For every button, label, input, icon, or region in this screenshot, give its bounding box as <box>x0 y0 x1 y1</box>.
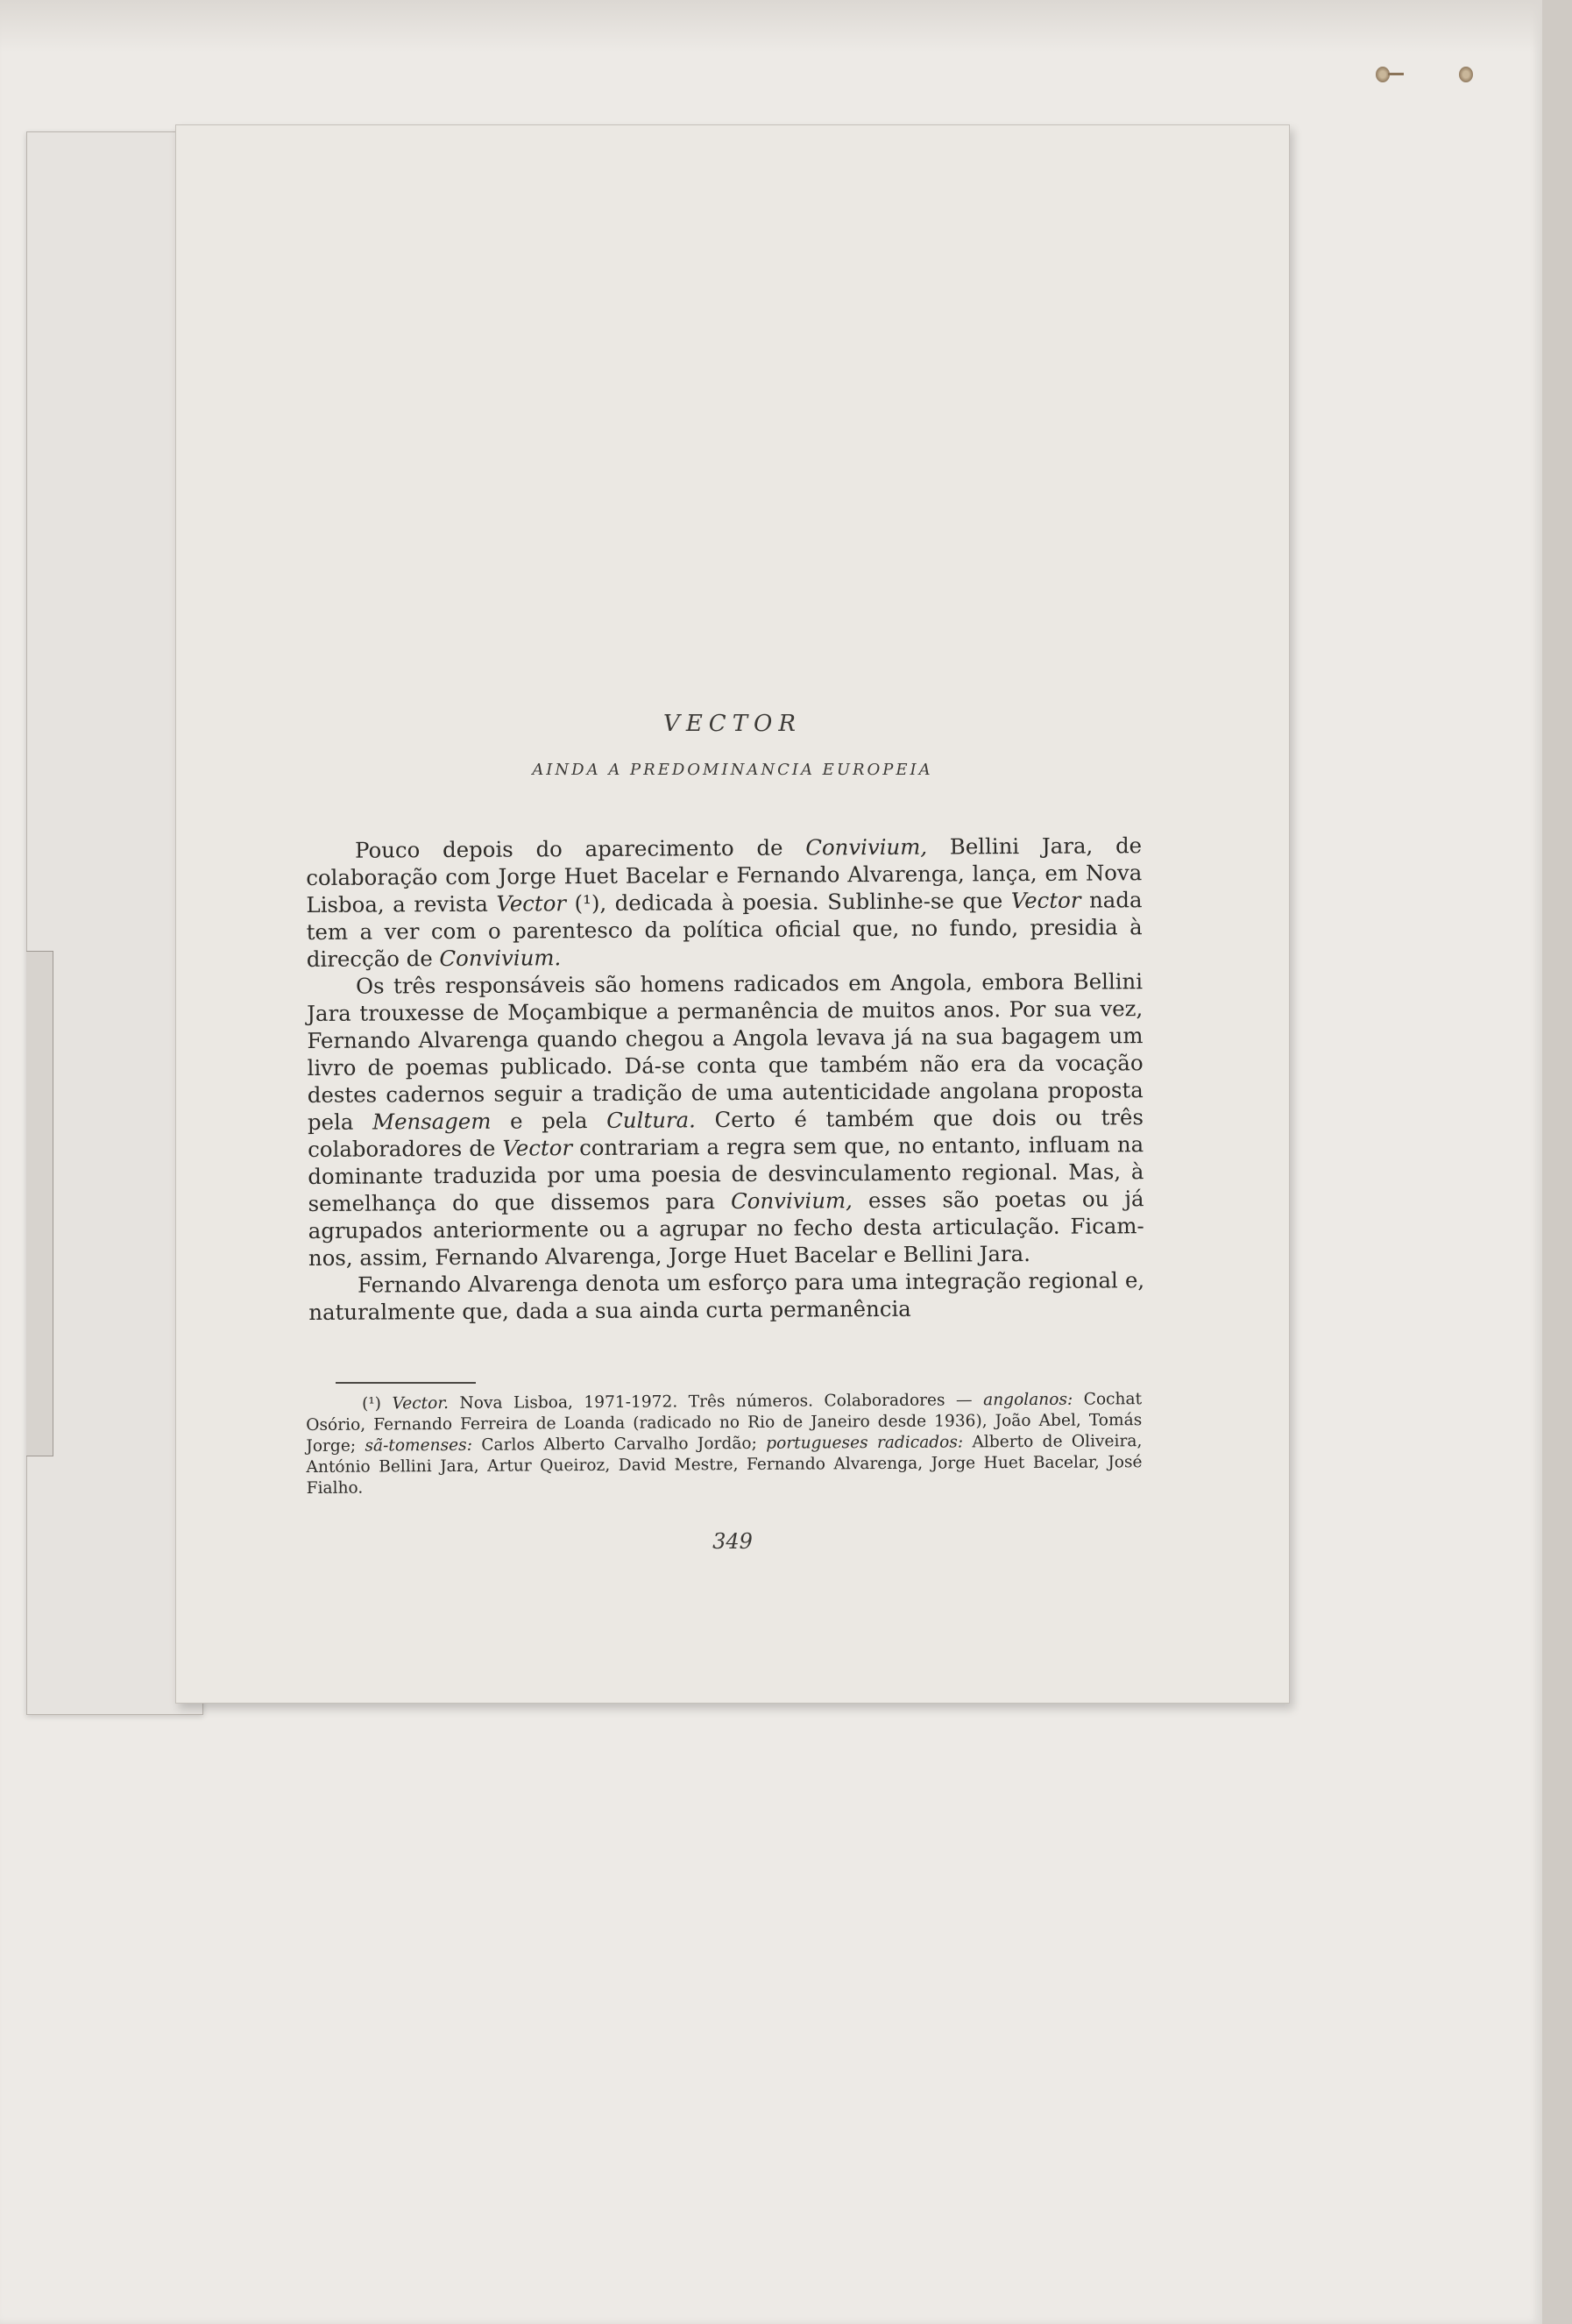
italic-term: Mensagem <box>372 1108 492 1135</box>
body-text <box>306 832 1144 1326</box>
italic-term: Vector <box>496 890 567 917</box>
italic-term: angolanos: <box>983 1390 1073 1410</box>
page-title: VECTOR <box>663 711 802 737</box>
document-page <box>175 124 1290 1704</box>
body-paragraph: Fernando Alvarenga denota um esforço para uma integração regional e, naturalmente que, dada a sua ainda curta permanência <box>308 1267 1145 1325</box>
page-number: 349 <box>712 1529 753 1554</box>
italic-term: Vector. <box>392 1394 450 1414</box>
italic-term: Vector <box>1010 887 1081 914</box>
staple-pin <box>1459 67 1473 82</box>
italic-term: Convivium, <box>730 1187 853 1215</box>
body-paragraph: Os três responsáveis são homens radicados em Angola, embora Bellini Jara trouxesse de Moçambique a permanência de muitos anos. Por sua vez, Fernando Alvarenga quando chegou a Angola levava já na sua bagagem um livro de poemas publicado. Dá-se conta que também não era da vocação destes cadernos seguir a tradição de uma autenticidade angolana proposta pela Mensagem e pela Cultura. Certo é também que dois ou três colaboradores de Vector contrariam a regra sem que, no entanto, influam na dominante traduzida por uma poesia de desvinculamento regional. Mas, à semelhança do que dissemos para Convivium, esses são poetas ou já agrupados anteriormente ou a agrupar no fecho desta articulação. Ficam-nos, assim, Fernando Alvarenga, Jorge Huet Bacelar e Bellini Jara. <box>307 968 1144 1271</box>
italic-term: portugueses radicados: <box>766 1433 964 1453</box>
footnote <box>306 1389 1143 1499</box>
italic-term: sã-tomenses: <box>365 1435 473 1456</box>
staple-pin <box>1376 67 1390 82</box>
underlying-page-tab <box>26 951 53 1456</box>
italic-term: Convivium. <box>439 945 562 972</box>
italic-term: Cultura. <box>606 1107 696 1133</box>
footnote-rule <box>336 1382 476 1384</box>
body-paragraph: Pouco depois do aparecimento de Convivium, Bellini Jara, de colaboração com Jorge Huet Bacelar e Fernando Alvarenga, lança, em Nova Lisboa, a revista Vector (¹), dedicada à poesia. Sublinhe-se que Vector nada tem a ver com o parentesco da política oficial que, no fundo, presidia à direcção de Convivium. <box>306 833 1143 972</box>
page-subtitle: AINDA A PREDOMINANCIA EUROPEIA <box>532 761 933 779</box>
footnote-text: (¹) Vector. Nova Lisboa, 1971-1972. Três números. Colaboradores — angolanos: Cochat Osório, Fernando Ferreira de Loanda (radicado no Rio de Janeiro desde 1936), João Abel, Tomás Jorge; sã-tomenses: Carlos Alberto Carvalho Jordão; portugueses radicados: Alberto de Oliveira, António Bellini Jara, Artur Queiroz, David Mestre, Fernando Alvarenga, Jorge Huet Bacelar, José Fialho. <box>306 1390 1143 1498</box>
italic-term: Convivium, <box>805 833 928 861</box>
italic-term: Vector <box>502 1135 573 1161</box>
